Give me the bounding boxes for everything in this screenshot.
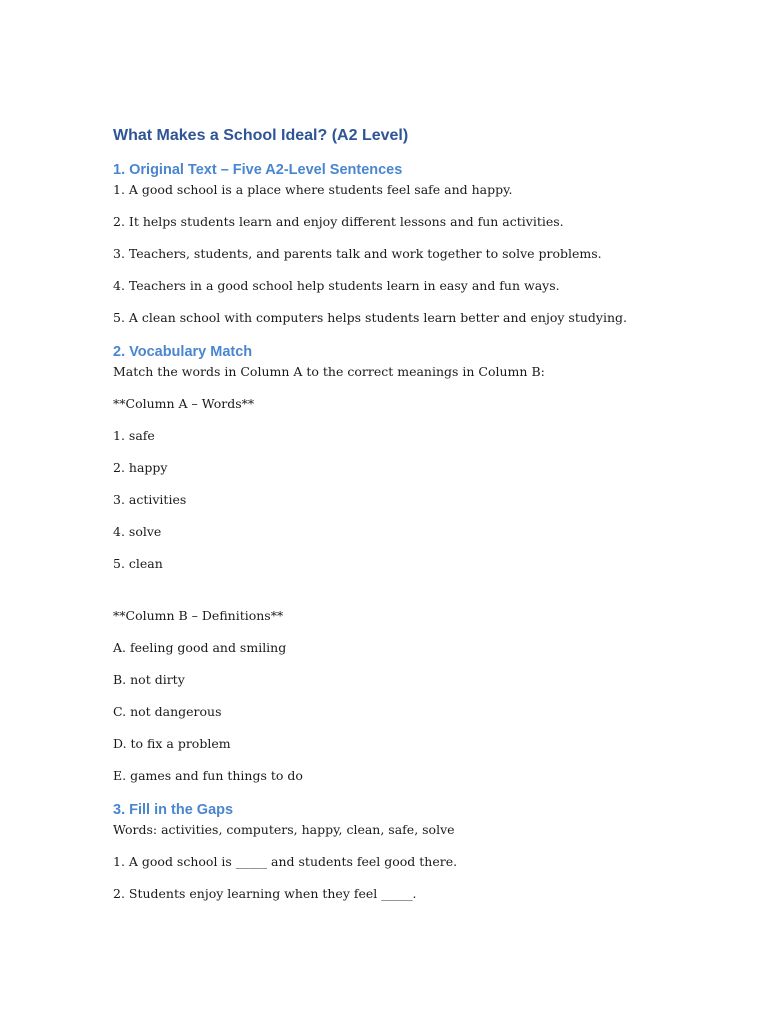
document-title: What Makes a School Ideal? (A2 Level) (113, 127, 409, 144)
column-a-heading: **Column A – Words** (113, 396, 255, 411)
sentence-5: 5. A clean school with computers helps students learn better and enjoy studying. (113, 310, 627, 325)
column-b-item: C. not dangerous (113, 704, 222, 719)
document-page (113, 124, 713, 902)
section-heading-fill-in-the-gaps: 3. Fill in the Gaps (113, 802, 234, 818)
column-b-heading: **Column B – Definitions** (113, 608, 284, 623)
column-b-item: A. feeling good and smiling (113, 640, 287, 655)
sentence-1: 1. A good school is a place where students feel safe and happy. (113, 182, 513, 197)
sentence-4: 4. Teachers in a good school help students learn in easy and fun ways. (113, 278, 560, 293)
column-b-item: D. to fix a problem (113, 736, 231, 751)
column-a-item: 5. clean (113, 556, 163, 571)
sentence-2: 2. It helps students learn and enjoy different lessons and fun activities. (113, 214, 564, 229)
column-a-item: 1. safe (113, 428, 155, 443)
column-a-item: 4. solve (113, 524, 162, 539)
gap-item-1: 1. A good school is _____ and students feel good there. (113, 854, 458, 869)
column-a-item: 3. activities (113, 492, 187, 507)
column-b-item: B. not dirty (113, 672, 185, 687)
column-b-item: E. games and fun things to do (113, 768, 303, 783)
sentence-3: 3. Teachers, students, and parents talk and work together to solve problems. (113, 246, 602, 261)
word-bank: Words: activities, computers, happy, clean, safe, solve (113, 822, 455, 837)
section-heading-vocabulary-match: 2. Vocabulary Match (113, 344, 253, 360)
section-heading-original-text: 1. Original Text – Five A2-Level Sentences (113, 162, 403, 178)
vocabulary-instruction: Match the words in Column A to the correct meanings in Column B: (113, 364, 545, 379)
gap-item-2: 2. Students enjoy learning when they feel _____. (113, 886, 417, 901)
column-a-item: 2. happy (113, 460, 168, 475)
